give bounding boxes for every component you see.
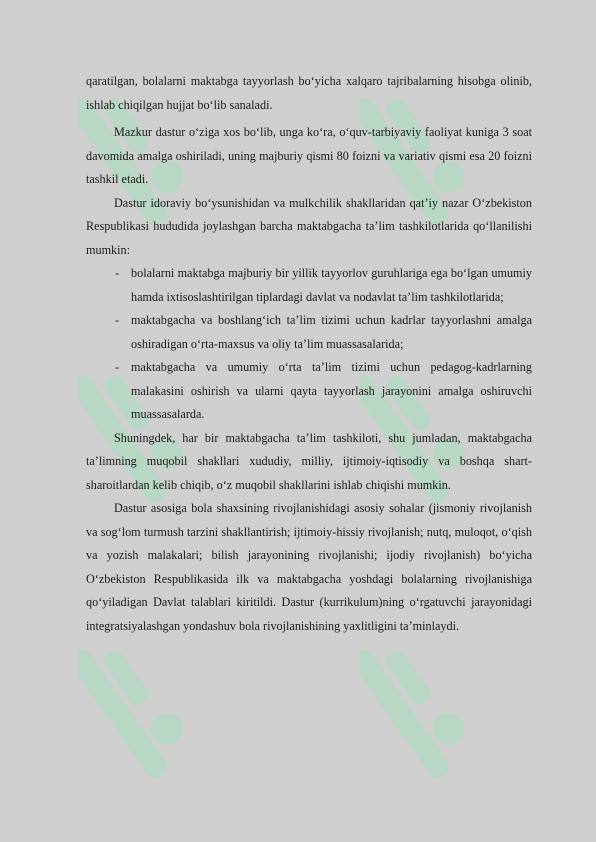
list-marker: - [115, 360, 120, 374]
institution-list [86, 262, 532, 427]
document-body [86, 70, 532, 638]
paragraph-continuation: qaratilgan, bolalarni maktabga tayyorlash bo‘yicha xalqaro tajribalarning hisobga olinib, ishlab chiqilgan hujjat bo‘lib sanaladi. [86, 74, 532, 112]
list-marker: - [115, 266, 120, 280]
watermark-logo-icon [360, 610, 470, 810]
paragraph-program-description: Mazkur dastur o‘ziga xos bo‘lib, unga ko‘ra, o‘quv-tarbiyaviy faoliyat kuniga 3 soat davomida amalga oshiriladi, uning majburiy qismi 80 foizni va variativ qismi esa 20 foizni tashkil etadi. [86, 125, 532, 186]
paragraph-program-scope: Dastur idoraviy bo‘ysunishidan va mulkchilik shakllaridan qat’iy nazar O‘zbekiston Respublikasi hududida joylashgan barcha maktabgacha ta’lim tashkilotlarida qo‘llanilishi mumkin: [86, 195, 532, 257]
paragraph-alternative-forms: Shuningdek, har bir maktabgacha ta’lim tashkiloti, shu jumladan, maktabgacha ta’limning muqobil shakllari xududiy, milliy, ijtimoiy-iqtisodiy va boshqa shart-sharoitlardan kelib chiqib, o‘z muqobil shakllarini ishlab chiqishi mumkin. [86, 430, 532, 492]
list-item [86, 262, 532, 309]
watermark-logo-icon [78, 610, 188, 810]
list-item-text: maktabgacha va umumiy o‘rta ta’lim tizimi uchun pedagog-kadrlarning malakasini oshirish va ularni qayta tayyorlash jarayonini amalga oshiruvchi muassasalarda. [131, 360, 532, 421]
list-marker: - [115, 313, 120, 327]
list-item [86, 309, 532, 356]
list-item-text: maktabgacha va boshlang‘ich ta’lim tizimi uchun kadrlar tayyorlashni amalga oshiradigan o‘rta-maxsus va oliy ta’lim muassasalarida; [131, 313, 532, 351]
list-item-text: bolalarni maktabga majburiy bir yillik tayyorlov guruhlariga ega bo‘lgan umumiy hamda ixtisoslashtirilgan tiplardagi davlat va nodavlat ta’lim tashkilotlarida; [131, 266, 532, 304]
paragraph-program-basis: Dastur asosiga bola shaxsining rivojlanishidagi asosiy sohalar (jismoniy rivojlanish va sog‘lom turmush tarzini shakllantirish; ijtimoiy-hissiy rivojlanish; nutq, muloqot, o‘qish va yozish malakalari; bilish jarayonining rivojlanishi; ijodiy rivojlanish) bo‘yicha O‘zbekiston Respublikasida ilk va maktabgacha yoshdagi bolalarning rivojlanishiga qo‘yiladigan Davlat talablari kiritildi. Dastur (kurrikulum)ning o‘rgatuvchi jarayonidagi integratsiyalashgan yondashuv bola rivojlanishining yaxlitligini ta’minlaydi. [86, 501, 532, 633]
list-item [86, 356, 532, 427]
